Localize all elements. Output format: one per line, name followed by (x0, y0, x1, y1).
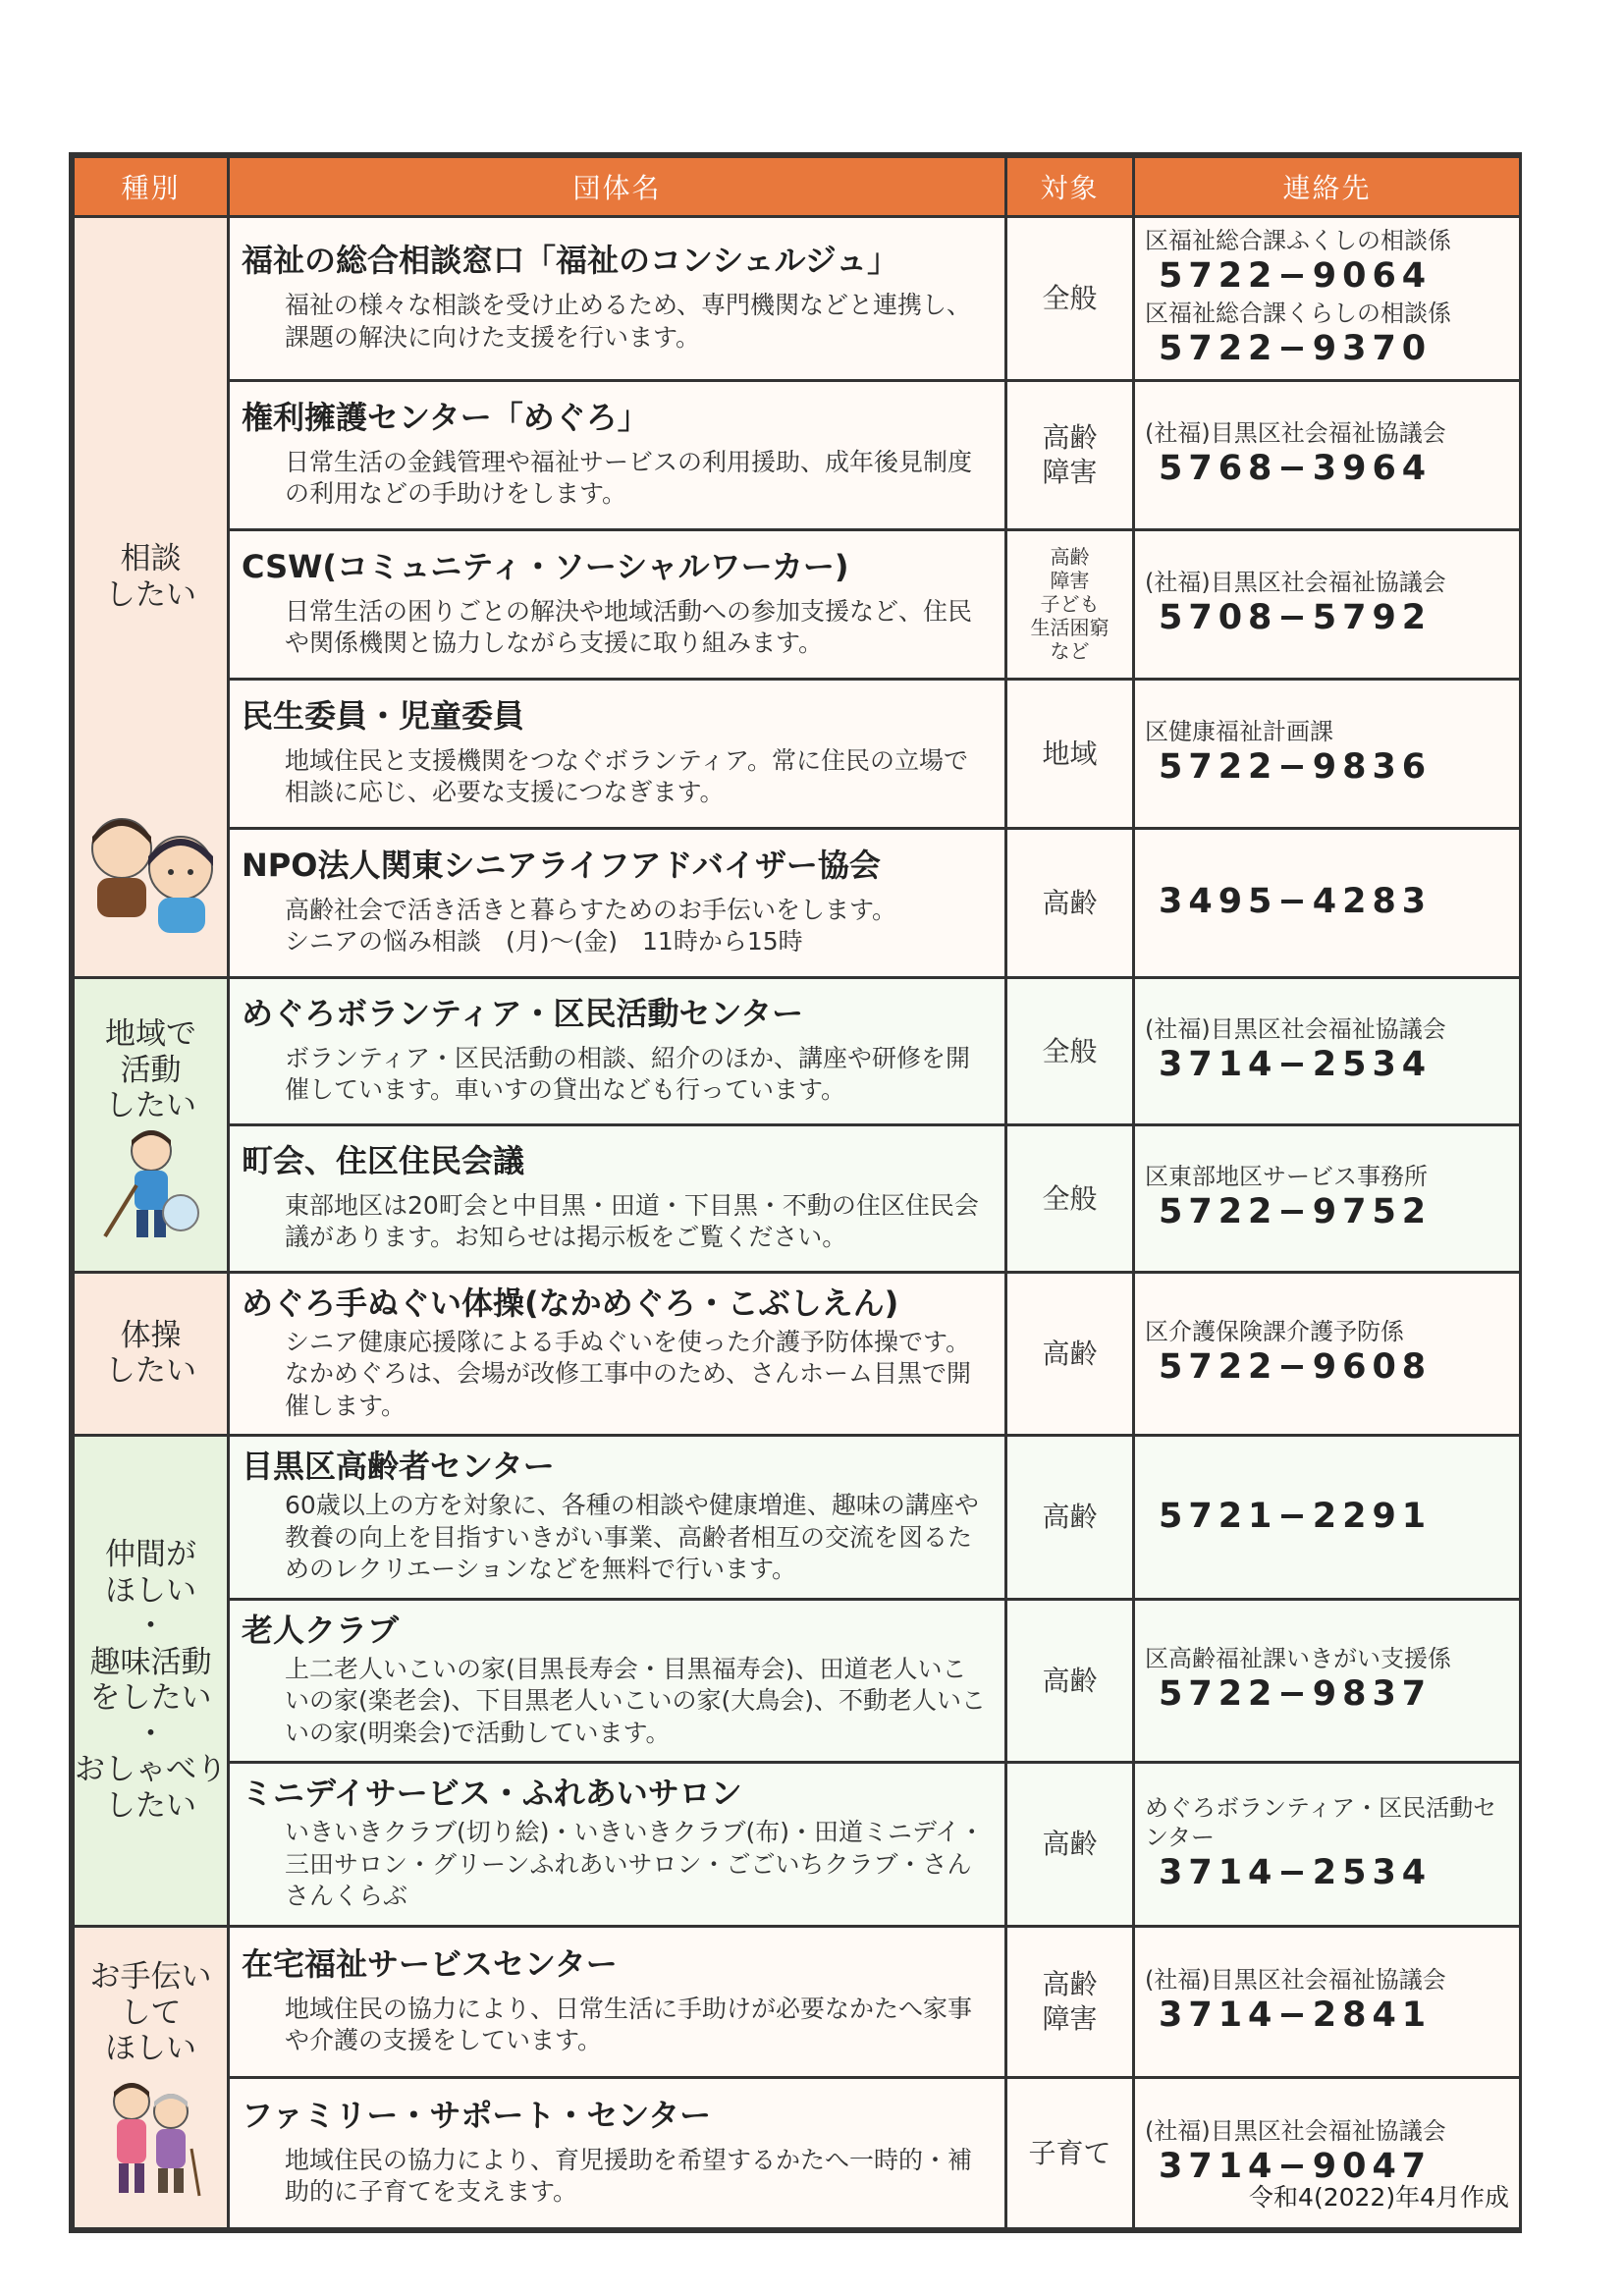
org-cell (229, 1599, 1006, 1763)
header-org: 団体名 (229, 157, 1006, 217)
org-name: CSW(コミュニティ・ソーシャルワーカー) (242, 547, 849, 585)
contact-department: (社福)目黒区社会福祉協議会 (1145, 569, 1446, 597)
org-name: 老人クラブ (242, 1611, 400, 1649)
table-row (74, 1926, 1521, 2077)
table-row (74, 1272, 1521, 1436)
target-cell: 地域 (1006, 679, 1134, 828)
org-cell (229, 217, 1006, 381)
contact-cell (1134, 1124, 1521, 1272)
contact-phone: 5768−3964 (1159, 449, 1433, 489)
org-description: 60歳以上の方を対象に、各種の相談や健康増進、趣味の講座や教養の向上を目指すいきがい事業、高齢者相互の交流を図るためのレクリエーションなどを無料で行います。 (285, 1491, 979, 1583)
org-name: 目黒区高齢者センター (242, 1448, 555, 1485)
org-cell (229, 1272, 1006, 1436)
contact-department: (社福)目黒区社会福祉協議会 (1145, 419, 1446, 448)
org-name: 在宅福祉サービスセンター (242, 1944, 618, 1983)
category-friends-hobbies (74, 1436, 229, 1927)
org-name: めぐろ手ぬぐい体操(なかめぐろ・こぶしえん) (242, 1284, 899, 1322)
table-row (74, 1763, 1521, 1927)
contact-cell (1134, 977, 1521, 1124)
contact-phone: 5708−5792 (1159, 598, 1433, 638)
org-description: 上二老人いこいの家(目黒長寿会・目黒福寿会)、田道老人いこいの家(楽老会)、下目黒老人いこいの家(大鳥会)、不動老人いこいの家(明楽会)で活動しています。 (285, 1654, 987, 1747)
org-name: めぐろボランティア・区民活動センター (242, 994, 804, 1032)
table-row (74, 1124, 1521, 1272)
org-cell (229, 828, 1006, 977)
target-cell: 高齢 障害 (1006, 380, 1134, 529)
contact-department: 区東部地区サービス事務所 (1145, 1163, 1428, 1191)
org-description: 地域住民と支援機関をつなぐボランティア。常に住民の立場で相談に応じ、必要な支援につなぎます。 (285, 745, 969, 806)
category-label: 体操 したい (105, 1317, 196, 1390)
contact-phone: 3495−4283 (1159, 882, 1433, 922)
org-cell (229, 1436, 1006, 1600)
org-description: ボランティア・区民活動の相談、紹介のほか、講座や研修を開催しています。車いすの貸出なども行っています。 (285, 1043, 971, 1104)
org-description: 地域住民の協力により、育児援助を希望するかたへ一時的・補助的に子育てを支えます。 (285, 2145, 973, 2206)
contact-phone: 3714−2534 (1159, 1852, 1433, 1892)
contact-department: (社福)目黒区社会福祉協議会 (1145, 1015, 1446, 1044)
contact-cell (1134, 679, 1521, 828)
org-name: ファミリー・サポート・センター (242, 2096, 712, 2134)
contact-cell (1134, 529, 1521, 679)
org-name: NPO法人関東シニアライフアドバイザー協会 (242, 846, 881, 884)
creation-date: 令和4(2022)年4月作成 (1249, 2183, 1509, 2212)
org-cell (229, 380, 1006, 529)
header-contact: 連絡先 (1134, 157, 1521, 217)
org-description: いきいきクラブ(切り絵)・いきいきクラブ(布)・田道ミニデイ・三田サロン・グリーンふれあいサロン・ごごいちクラブ・さんさんくらぶ (285, 1818, 985, 1910)
target-cell: 全般 (1006, 217, 1134, 381)
volunteer-cleaning-illustration (97, 1126, 205, 1244)
org-cell (229, 1926, 1006, 2077)
table-row (74, 217, 1521, 381)
target-cell: 高齢 (1006, 1599, 1134, 1763)
target-cell: 高齢 (1006, 1763, 1134, 1927)
target-cell: 全般 (1006, 1124, 1134, 1272)
table-row (74, 679, 1521, 828)
org-name: 民生委員・児童委員 (242, 696, 525, 735)
contact-phone: 3714−2841 (1159, 1995, 1433, 2036)
contact-department: (社福)目黒区社会福祉協議会 (1145, 2117, 1446, 2146)
header-category: 種別 (74, 157, 229, 217)
table-row (74, 380, 1521, 529)
table-row (74, 828, 1521, 977)
contact-cell (1134, 1926, 1521, 2077)
org-cell (229, 679, 1006, 828)
org-description: シニア健康応援隊による手ぬぐいを使った介護予防体操です。なかめぐろは、会場が改修工事中のため、さんホーム目黒で開催します。 (285, 1327, 972, 1420)
contact-cell (1134, 1436, 1521, 1600)
target-cell: 高齢 (1006, 1436, 1134, 1600)
category-consult (74, 217, 229, 978)
target-cell: 高齢 障害 子ども 生活困窮 など (1006, 529, 1134, 679)
contact-phone: 5722−9370 (1159, 328, 1433, 368)
consulting-people-illustration (78, 807, 225, 935)
target-cell: 全般 (1006, 977, 1134, 1124)
category-label: 地域で 活動 したい (105, 1016, 196, 1124)
contact-department: 区介護保険課介護予防係 (1145, 1318, 1404, 1346)
contact-department: 区福祉総合課ふくしの相談係 (1145, 227, 1451, 254)
target-cell: 高齢 (1006, 1272, 1134, 1436)
org-cell (229, 1124, 1006, 1272)
contact-department: 区高齢福祉課いきがい支援係 (1145, 1645, 1451, 1673)
contact-phone: 5722−9752 (1159, 1192, 1433, 1232)
contact-cell (1134, 1763, 1521, 1927)
contact-phone: 5722−9837 (1159, 1674, 1433, 1715)
org-cell (229, 1763, 1006, 1927)
contact-cell (1134, 217, 1521, 381)
table-row (74, 1436, 1521, 1600)
contact-phone: 3714−9047 (1159, 2147, 1433, 2187)
category-help (74, 1926, 229, 2228)
org-name: 福祉の総合相談窓口「福祉のコンシェルジュ」 (242, 242, 899, 280)
org-description: 日常生活の金銭管理や福祉サービスの利用援助、成年後見制度の利用などの手助けをします。 (285, 447, 973, 508)
target-cell: 子育て (1006, 2077, 1134, 2228)
contact-cell (1134, 1599, 1521, 1763)
category-exercise (74, 1272, 229, 1436)
contact-phone: 5721−2291 (1159, 1496, 1433, 1536)
target-cell: 高齢 障害 (1006, 1926, 1134, 2077)
org-description: 地域住民の協力により、日常生活に手助けが必要なかたへ家事や介護の支援をしています。 (285, 1994, 973, 2054)
header-target: 対象 (1006, 157, 1134, 217)
category-label: 仲間が ほしい ・ 趣味活動 をしたい ・ おしゃべり したい (75, 1536, 227, 1824)
caregiver-elderly-illustration (97, 2080, 205, 2198)
contact-cell (1134, 828, 1521, 977)
contact-department: めぐろボランティア・区民活動センター (1145, 1793, 1497, 1851)
contact-phone: 5722−9836 (1159, 747, 1433, 788)
contact-phone: 5722−9608 (1159, 1347, 1433, 1388)
contact-cell (1134, 1272, 1521, 1436)
org-cell (229, 529, 1006, 679)
org-description: 東部地区は20町会と中目黒・田道・下目黒・不動の住区住民会議があります。お知らせは掲示板をご覧ください。 (285, 1190, 979, 1251)
org-description: 日常生活の困りごとの解決や地域活動への参加支援など、住民や関係機関と協力しながら支援に取り組みます。 (285, 596, 973, 657)
target-cell: 高齢 (1006, 828, 1134, 977)
contact-phone: 3714−2534 (1159, 1045, 1433, 1085)
org-cell (229, 2077, 1006, 2228)
org-description: 高齢社会で活き活きと暮らすためのお手伝いをします。 シニアの悩み相談 (月)〜(金) 11時から15時 (285, 895, 897, 956)
table-row (74, 1599, 1521, 1763)
table-row (74, 977, 1521, 1124)
org-description: 福祉の様々な相談を受け止めるため、専門機関などと連携し、課題の解決に向けた支援を行います。 (285, 291, 972, 352)
table-header-row (74, 157, 1521, 217)
category-label: お手伝い して ほしい (89, 1959, 212, 2067)
contact-cell (1134, 380, 1521, 529)
org-cell (229, 977, 1006, 1124)
category-community (74, 977, 229, 1272)
table-row (74, 529, 1521, 679)
resource-table (69, 152, 1522, 2233)
org-name: 権利擁護センター「めぐろ」 (242, 398, 649, 436)
contact-department: 区健康福祉計画課 (1145, 718, 1333, 746)
contact-department: 区福祉総合課くらしの相談係 (1145, 299, 1451, 327)
org-name: ミニデイサービス・ふれあいサロン (242, 1775, 742, 1812)
org-name: 町会、住区住民会議 (242, 1141, 525, 1179)
contact-department: (社福)目黒区社会福祉協議会 (1145, 1966, 1446, 1995)
contact-phone: 5722−9064 (1159, 256, 1433, 296)
category-label: 相談 したい (105, 541, 196, 613)
